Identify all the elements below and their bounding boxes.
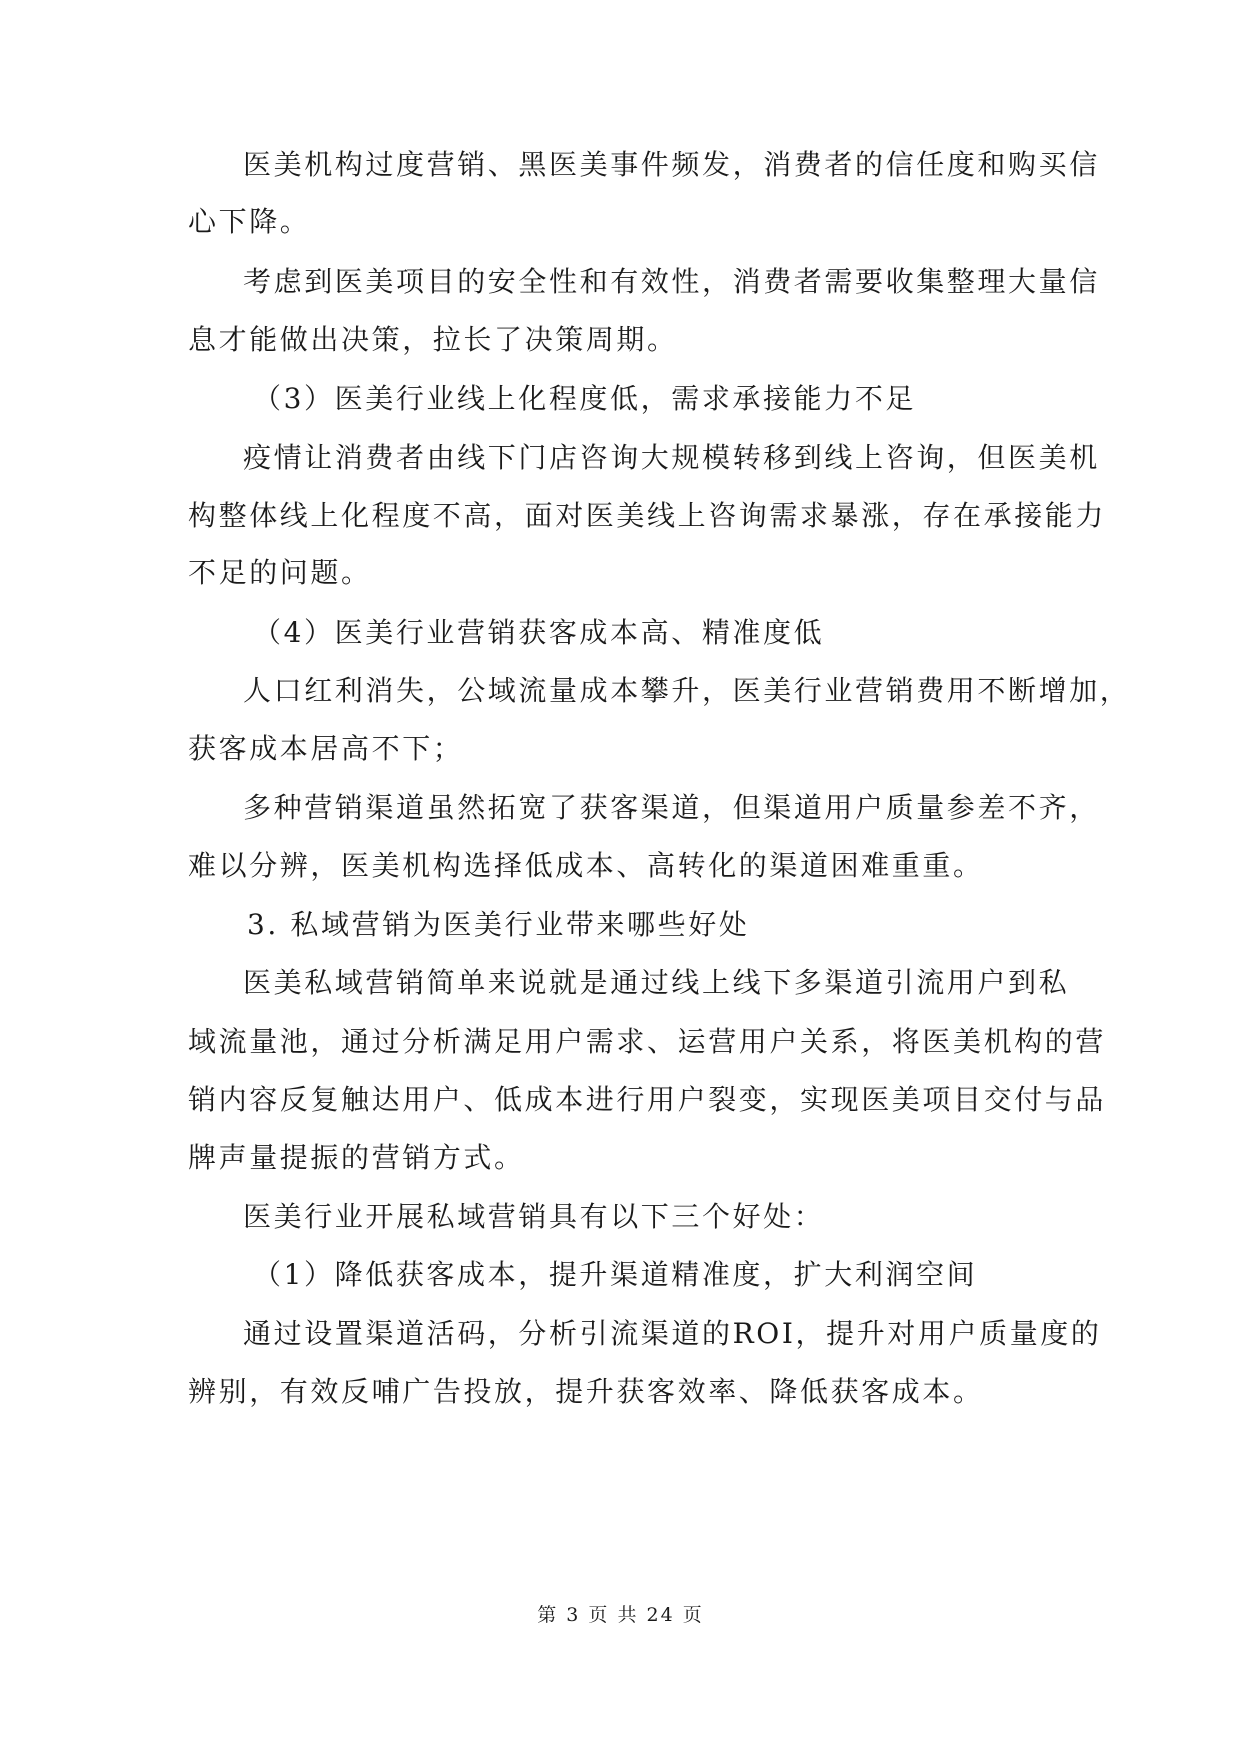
paragraph-line: 疫情让消费者由线下门店咨询大规模转移到线上咨询，但医美机 (243, 441, 1100, 474)
paragraph-line: 人口红利消失，公域流量成本攀升，医美行业营销费用不断增加， (243, 674, 1131, 707)
section-heading: （1）降低获客成本，提升渠道精准度，扩大利润空间 (253, 1258, 978, 1291)
paragraph-line: 考虑到医美项目的安全性和有效性，消费者需要收集整理大量信 (243, 265, 1100, 298)
paragraph-line: 构整体线上化程度不高，面对医美线上咨询需求暴涨，存在承接能力 (188, 499, 1107, 532)
section-heading: （3）医美行业线上化程度低，需求承接能力不足 (253, 382, 917, 415)
paragraph-line: 医美行业开展私域营销具有以下三个好处： (243, 1200, 825, 1233)
section-heading: （4）医美行业营销获客成本高、精准度低 (253, 616, 825, 649)
section-heading: 3. 私域营销为医美行业带来哪些好处 (247, 908, 750, 941)
paragraph-line: 医美机构过度营销、黑医美事件频发，消费者的信任度和购买信 (243, 148, 1100, 181)
paragraph-line: 辨别，有效反哺广告投放，提升获客效率、降低获客成本。 (188, 1375, 984, 1408)
paragraph-line: 息才能做出决策，拉长了决策周期。 (188, 323, 678, 356)
paragraph-line: 销内容反复触达用户、低成本进行用户裂变，实现医美项目交付与品 (188, 1083, 1107, 1116)
paragraph-line: 域流量池，通过分析满足用户需求、运营用户关系，将医美机构的营 (188, 1025, 1107, 1058)
page-footer: 第 3 页 共 24 页 (537, 1604, 704, 1626)
paragraph-line: 不足的问题。 (188, 556, 372, 589)
paragraph-line: 通过设置渠道活码，分析引流渠道的ROI，提升对用户质量度的 (243, 1317, 1102, 1350)
paragraph-line: 获客成本居高不下； (188, 732, 464, 765)
paragraph-line: 心下降。 (188, 205, 311, 238)
paragraph-line: 多种营销渠道虽然拓宽了获客渠道，但渠道用户质量参差不齐， (243, 791, 1100, 824)
paragraph-line: 医美私域营销简单来说就是通过线上线下多渠道引流用户到私 (243, 966, 1070, 999)
paragraph-line: 难以分辨，医美机构选择低成本、高转化的渠道困难重重。 (188, 849, 984, 882)
paragraph-line: 牌声量提振的营销方式。 (188, 1141, 525, 1174)
